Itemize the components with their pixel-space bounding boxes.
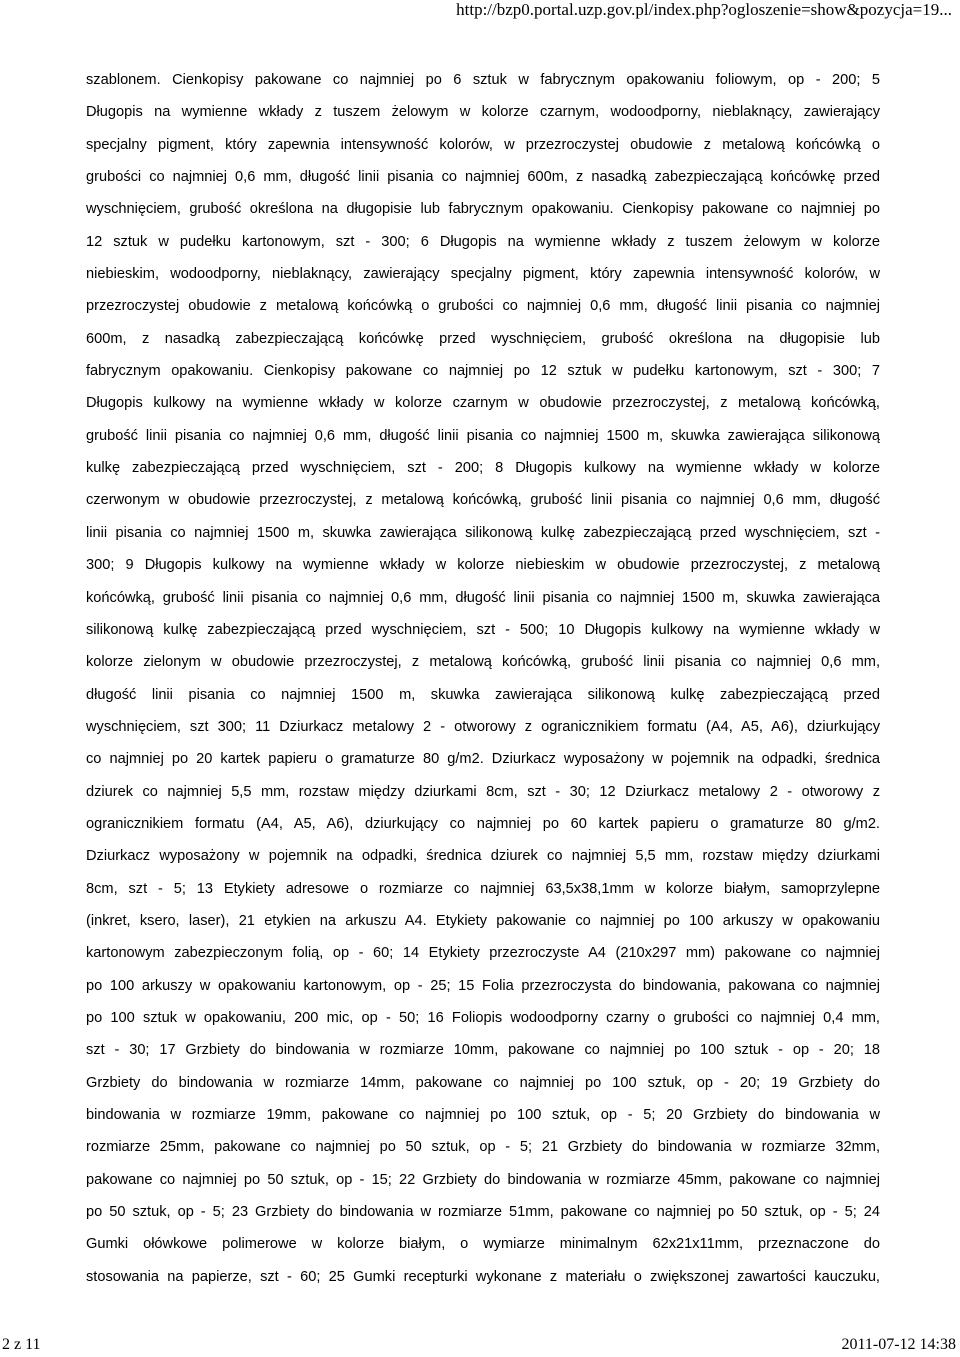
text-line: grubości co najmniej 0,6 mm, długość linii pisania co najmniej 600m, z nasadką zabezpieczającą końcówkę przed [86,169,880,186]
text-line: 600m, z nasadką zabezpieczającą końcówkę przed wyschnięciem, grubość określona na długopisie lub [86,330,880,347]
text-line: silikonową kulkę zabezpieczającą przed wyschnięciem, szt - 500; 10 Długopis kulkowy na wymienne wkłady w [86,621,880,638]
text-line: ogranicznikiem formatu (A4, A5, A6), dziurkujący co najmniej po 60 kartek papieru o gramaturze 80 g/m2. [86,815,880,832]
text-line: Grzbiety do bindowania w rozmiarze 14mm, pakowane co najmniej po 100 sztuk, op - 20; 19 Grzbiety do [86,1074,880,1091]
text-line: wyschnięciem, grubość określona na długopisie lub fabrycznym opakowaniu. Cienkopisy pakowane co najmniej po [86,201,880,218]
text-line: końcówką, grubość linii pisania co najmniej 0,6 mm, długość linii pisania co najmniej 1500 m, skuwka zawierająca [86,589,880,606]
text-line: 8cm, szt - 5; 13 Etykiety adresowe o rozmiarze co najmniej 63,5x38,1mm w kolorze białym, samoprzylepne [86,880,880,897]
text-line: Długopis na wymienne wkłady z tuszem żelowym w kolorze czarnym, wodoodporny, nieblaknący, zawierający [86,104,880,121]
text-line: kolorze zielonym w obudowie przezroczystej, z metalową końcówką, grubość linii pisania co najmniej 0,6 mm, [86,654,880,671]
text-line: specjalny pigment, który zapewnia intensywność kolorów, w przezroczystej obudowie z metalową końcówką o [86,136,880,153]
text-line: fabrycznym opakowaniu. Cienkopisy pakowane co najmniej po 12 sztuk w pudełku kartonowym, szt - 300; 7 [86,363,880,380]
text-line: przezroczystej obudowie z metalową końcówką o grubości co najmniej 0,6 mm, długość linii pisania co najmniej [86,298,880,315]
page-url: http://bzp0.portal.uzp.gov.pl/index.php?ogloszenie=show&pozycja=19... [456,0,952,19]
text-line: po 100 sztuk w opakowaniu, 200 mic, op - 50; 16 Foliopis wodoodporny czarny o grubości co najmniej 0,4 mm, [86,1009,880,1026]
text-line: szablonem. Cienkopisy pakowane co najmniej po 6 sztuk w fabrycznym opakowaniu foliowym, op - 200; 5 [86,72,880,88]
text-line: niebieskim, wodoodporny, nieblaknący, zawierający specjalny pigment, który zapewnia intensywność kolorów, w [86,266,880,283]
text-line: po 50 sztuk, op - 5; 23 Grzbiety do bindowania w rozmiarze 51mm, pakowane co najmniej po 50 sztuk, op - 5; 24 [86,1204,880,1221]
text-line: Długopis kulkowy na wymienne wkłady w kolorze czarnym w obudowie przezroczystej, z metalową końcówką, [86,395,880,412]
text-line: stosowania na papierze, szt - 60; 25 Gumki recepturki wykonane z materiału o zwiększonej zawartości kauczuku, [86,1268,880,1285]
text-line: (inkret, ksero, laser), 21 etykien na arkuszu A4. Etykiety pakowanie co najmniej po 100 arkuszy w opakowaniu [86,912,880,929]
text-line: co najmniej po 20 kartek papieru o gramaturze 80 g/m2. Dziurkacz wyposażony w pojemnik na odpadki, średnica [86,751,880,768]
print-timestamp: 2011-07-12 14:38 [841,1336,956,1353]
text-line: kartonowym zabezpieczonym folią, op - 60; 14 Etykiety przezroczyste A4 (210x297 mm) pakowane co najmniej [86,945,880,962]
text-line: czerwonym w obudowie przezroczystej, z metalową końcówką, grubość linii pisania co najmniej 0,6 mm, długość [86,492,880,509]
text-line: dziurek co najmniej 5,5 mm, rozstaw między dziurkami 8cm, szt - 30; 12 Dziurkacz metalowy 2 - otworowy z [86,783,880,800]
text-line: Dziurkacz wyposażony w pojemnik na odpadki, średnica dziurek co najmniej 5,5 mm, rozstaw między dziurkami [86,848,880,865]
text-line: pakowane co najmniej po 50 sztuk, op - 15; 22 Grzbiety do bindowania w rozmiarze 45mm, pakowane co najmniej [86,1171,880,1188]
text-line: po 100 arkuszy w opakowaniu kartonowym, op - 25; 15 Folia przezroczysta do bindowania, pakowana co najmniej [86,977,880,994]
text-line: linii pisania co najmniej 1500 m, skuwka zawierająca silikonową kulkę zabezpieczającą przed wyschnięciem, szt - [86,524,880,541]
page-number: 2 z 11 [2,1336,41,1353]
text-line: kulkę zabezpieczającą przed wyschnięciem, szt - 200; 8 Długopis kulkowy na wymienne wkłady w kolorze [86,460,880,477]
text-line: rozmiarze 25mm, pakowane co najmniej po 50 sztuk, op - 5; 21 Grzbiety do bindowania w rozmiarze 32mm, [86,1139,880,1156]
text-line: Gumki ołówkowe polimerowe w kolorze białym, o wymiarze minimalnym 62x21x11mm, przeznaczone do [86,1236,880,1253]
text-line: wyschnięciem, szt 300; 11 Dziurkacz metalowy 2 - otworowy z ogranicznikiem formatu (A4, A5, A6), dziurkujący [86,718,880,735]
text-line: bindowania w rozmiarze 19mm, pakowane co najmniej po 100 sztuk, op - 5; 20 Grzbiety do bindowania w [86,1107,880,1123]
text-line: grubość linii pisania co najmniej 0,6 mm, długość linii pisania co najmniej 1500 m, skuwka zawierająca silikonową [86,427,880,444]
text-line: szt - 30; 17 Grzbiety do bindowania w rozmiarze 10mm, pakowane co najmniej po 100 sztuk - op - 20; 18 [86,1042,880,1059]
document-body [86,64,880,1293]
text-line: długość linii pisania co najmniej 1500 m, skuwka zawierająca silikonową kulkę zabezpieczającą przed [86,686,880,703]
text-line: 12 sztuk w pudełku kartonowym, szt - 300; 6 Długopis na wymienne wkłady z tuszem żelowym w kolorze [86,233,880,250]
text-line: 300; 9 Długopis kulkowy na wymienne wkłady w kolorze niebieskim w obudowie przezroczystej, z metalową [86,557,880,574]
